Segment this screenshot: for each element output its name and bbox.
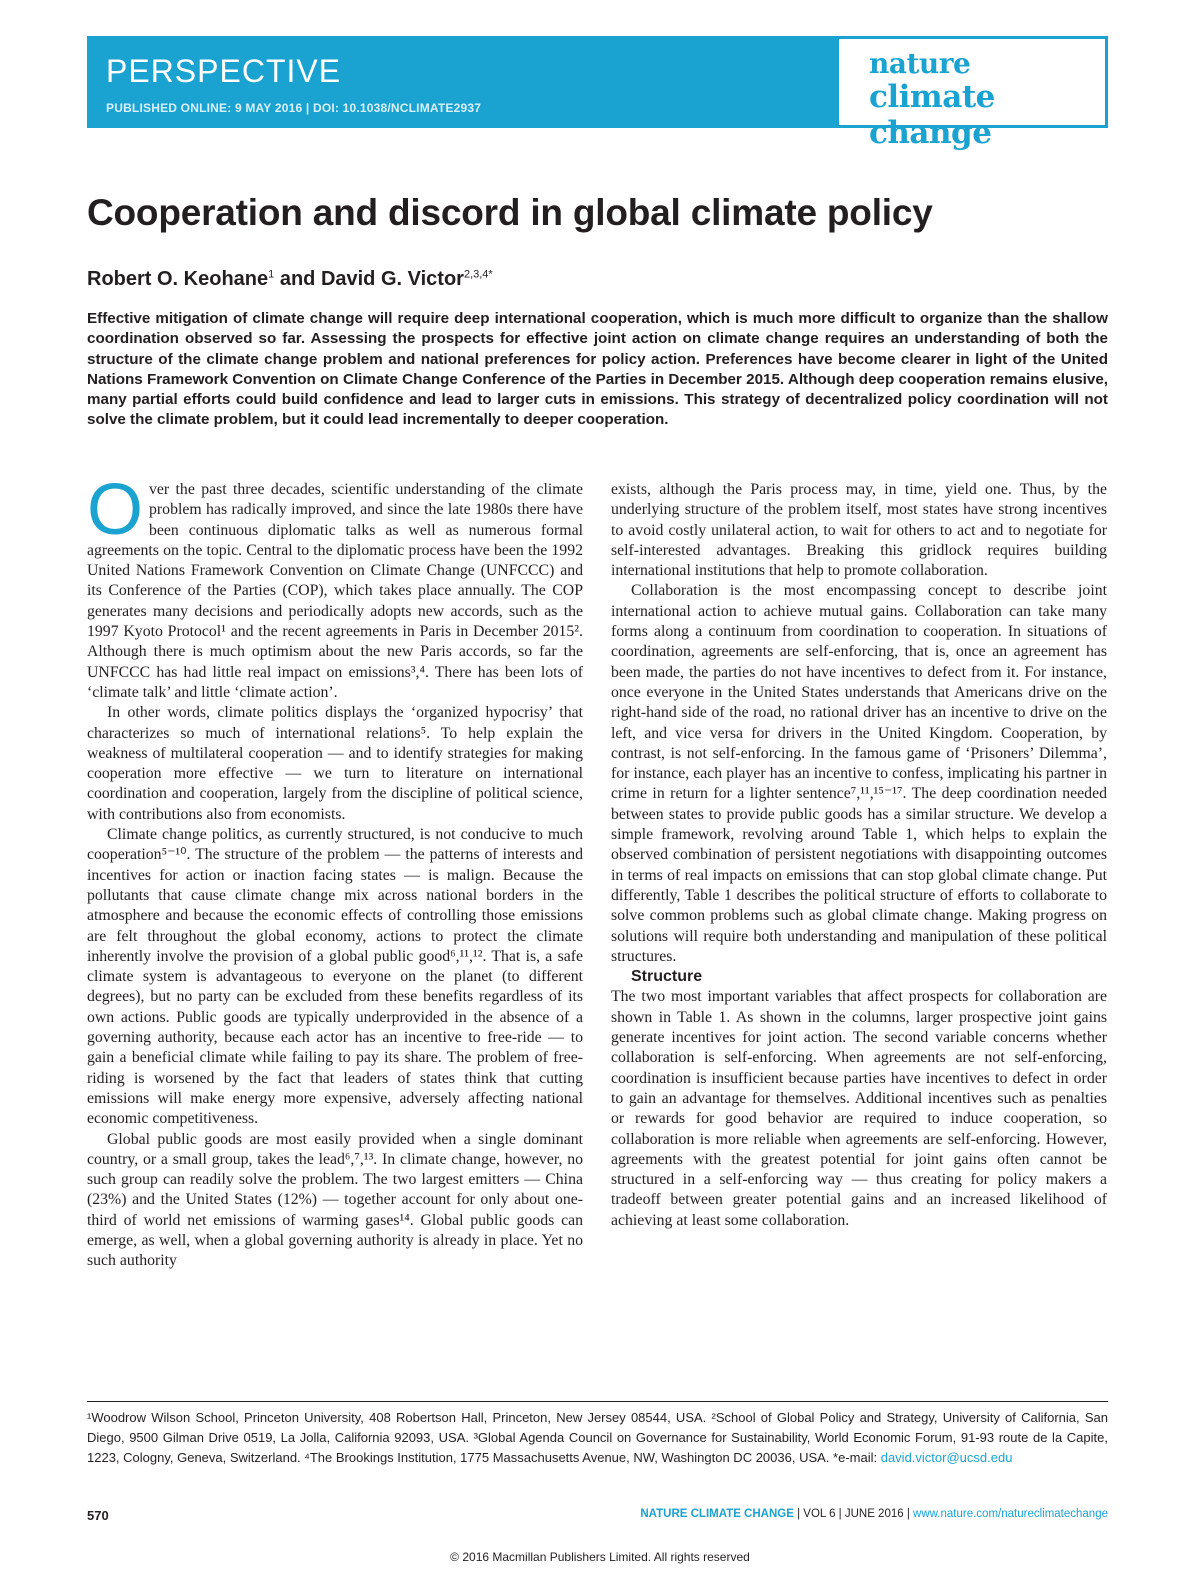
paragraph: Collaboration is the most encompassing concept to describe joint international action to achieve mutual gains. Collaboration can take many forms along a continuum from coordination to cooperation. In situations of coordination, agreements are self-enforcing, that is, once an agreement has been made, the parties do not have incentives to defect from it. For instance, once everyone in the United States understands that Americans drive on the right-hand side of the road, no rational driver has an incentive to drive on the left, and vice versa for drivers in the United Kingdom. Cooperation, by contrast, is not self-enforcing. In the famous game of ‘Prisoners’ Dilemma’, for instance, each player has an incentive to confess, implicating his partner in crime in return for a lighter sentence⁷,¹¹,¹⁵⁻¹⁷. The deep coordination needed between states to provide public goods has a similar structure. We develop a simple framework, revolving around Table 1, which helps to explain the observed combination of persistent negotiations with disappointing outcomes in terms of real impacts on emissions that can stop global climate change. Put differently, Table 1 describes the political structure of efforts to collaborate to solve common problems such as global climate change. Making progress on solutions will require both understanding and manipulation of these political structures. <box>611 582 1107 965</box>
paragraph: In other words, climate politics displays the ‘organized hypocrisy’ that characterizes so much of international relations⁵. To help explain the weakness of multilateral cooperation — and to identify strategies for making cooperation more effective — we turn to literature on international coordination and cooperation, largely from the discipline of political science, with contributions also from economists. <box>87 704 583 823</box>
paragraph: Global public goods are most easily provided when a single dominant country, or a small group, takes the lead⁶,⁷,¹³. In climate change, however, no such group can readily solve the problem. The two largest emitters — China (23%) and the United States (12%) — together account for only about one-third of world net emissions of warming gases¹⁴. Global public goods can emerge, as well, when a global governing authority is already in place. Yet no such authority <box>87 1130 583 1270</box>
page-number: 570 <box>87 1508 109 1523</box>
logo-line-nature: nature <box>869 47 971 80</box>
publication-info: PUBLISHED ONLINE: 9 MAY 2016 | DOI: 10.1038/NCLIMATE2937 <box>106 101 482 115</box>
copyright-notice: © 2016 Macmillan Publishers Limited. All rights reserved <box>450 1550 750 1564</box>
article-title: Cooperation and discord in global climate policy <box>87 192 933 233</box>
body-column-left <box>87 470 583 1272</box>
intro-paragraph <box>87 470 583 703</box>
paragraph: Climate change politics, as currently structured, is not conducive to much cooperation⁵⁻¹⁰. The structure of the problem — the patterns of interests and incentives for action or inaction facing states — is malign. Because the pollutants that cause climate change mix across national borders in the atmosphere and because the economic effects of controlling those emissions are felt throughout the global economy, actions to protect the climate inherently involve the provision of a global public good⁶,¹¹,¹². That is, a safe climate system is advantageous to everyone on the planet (to different degrees), but no party can be excluded from these benefits regardless of its own actions. Public goods are typically underprovided in the absence of a governing authority, because each actor has an incentive to free-ride — to gain a beneficial climate while failing to pay its share. The problem of free-riding is worsened by the fact that leaders of states think that cutting emissions will make energy more expensive, adversely affecting national economic competitiveness. <box>87 826 583 1128</box>
journal-url-link[interactable]: www.nature.com/natureclimatechange <box>913 1508 1108 1520</box>
body-column-right <box>611 480 1107 1231</box>
author-keohane: Robert O. Keohane <box>87 268 269 290</box>
section-heading-structure: Structure <box>631 968 703 986</box>
author-separator: and <box>274 268 321 290</box>
author-keohane-affiliation: 1 <box>268 268 275 281</box>
journal-logo <box>839 39 1105 151</box>
paragraph: The two most important variables that affect prospects for collaboration are shown in Table 1. As shown in the columns, larger prospective joint gains generate incentives for joint action. The second variable concerns whether collaboration is self-enforcing. When agreements are not self-enforcing, coordination is insufficient because parties have incentives to defect in order to gain an advantage for themselves. Additional incentives such as penalties or rewards for good behavior are required to induce cooperation, so collaboration is more reliable when agreements are self-enforcing. However, agreements with the greatest potential for joint gains often cannot be structured in a self-enforcing way — thus creating for policy makers a tradeoff between greater potential gains and an increased likelihood of achieving at least some collaboration. <box>611 988 1107 1229</box>
journal-name: NATURE CLIMATE CHANGE <box>640 1508 794 1520</box>
paragraph: exists, although the Paris process may, in time, yield one. Thus, by the underlying structure of the problem itself, most states have strong incentives to avoid costly unilateral action, to wait for others to act and to negotiate for self-interested advantages. Breaking this gridlock requires building international institutions that help to promote collaboration. <box>611 481 1107 580</box>
drop-cap: O <box>87 470 144 550</box>
intro-text: ver the past three decades, scientific understanding of the climate problem has radically improved, and since the late 1980s there have been continuous diplomatic talks as well as numerous formal agreements on the topic. Central to the diplomatic process have been the 1992 United Nations Framework Convention on Climate Change (UNFCCC) and its Conference of the Parties (COP), which takes place annually. The COP generates many decisions and periodically adopts new accords, such as the 1997 Kyoto Protocol¹ and the recent agreements in Paris in December 2015². Although there is much optimism about the new Paris accords, so far the UNFCCC has had little real impact on emissions³,⁴. There has been lots of ‘climate talk’ and little ‘climate action’. <box>87 481 583 701</box>
author-victor: David G. Victor <box>320 268 464 290</box>
author-victor-affiliation: 2,3,4* <box>463 268 493 281</box>
author-list <box>87 268 493 291</box>
abstract: Effective mitigation of climate change will require deep international cooperation, which is much more difficult to organize than the shallow coordination observed so far. Assessing the prospects for effective joint action on climate change requires an understanding of both the structure of the climate change problem and national preferences for policy action. Preferences have become clearer in light of the United Nations Framework Convention on Climate Change Conference of the Parties in December 2015. Although deep cooperation remains elusive, many partial efforts could build confidence and lead to larger cuts in emissions. This strategy of decentralized policy coordination will not solve the climate problem, but it could lead incrementally to deeper cooperation. <box>87 310 1108 429</box>
affiliations-text: ¹Woodrow Wilson School, Princeton University, 408 Robertson Hall, Princeton, New Jersey 08544, USA. ²School of Global Policy and Strategy, University of California, San Diego, 9500 Gilman Drive 0519, La Jolla, California 92093, USA. ³Global Agenda Council on Governance for Sustainability, World Economic Forum, 91-93 route de la Capite, 1223, Cologny, Geneva, Switzerland. ⁴The Brookings Institution, 1775 Massachusetts Avenue, NW, Washington DC 20036, USA. *e-mail: <box>87 1410 1108 1465</box>
header-banner <box>87 36 1108 151</box>
issue-info: | VOL 6 | JUNE 2016 | <box>793 1508 914 1520</box>
affiliations-footnote <box>87 1408 1108 1468</box>
email-link[interactable]: david.victor@ucsd.edu <box>880 1450 1013 1465</box>
footnote-divider <box>87 1401 1108 1402</box>
logo-line-climate-change: climate change <box>869 79 995 151</box>
journal-footer <box>640 1508 1108 1520</box>
article-type-label: PERSPECTIVE <box>106 53 342 89</box>
